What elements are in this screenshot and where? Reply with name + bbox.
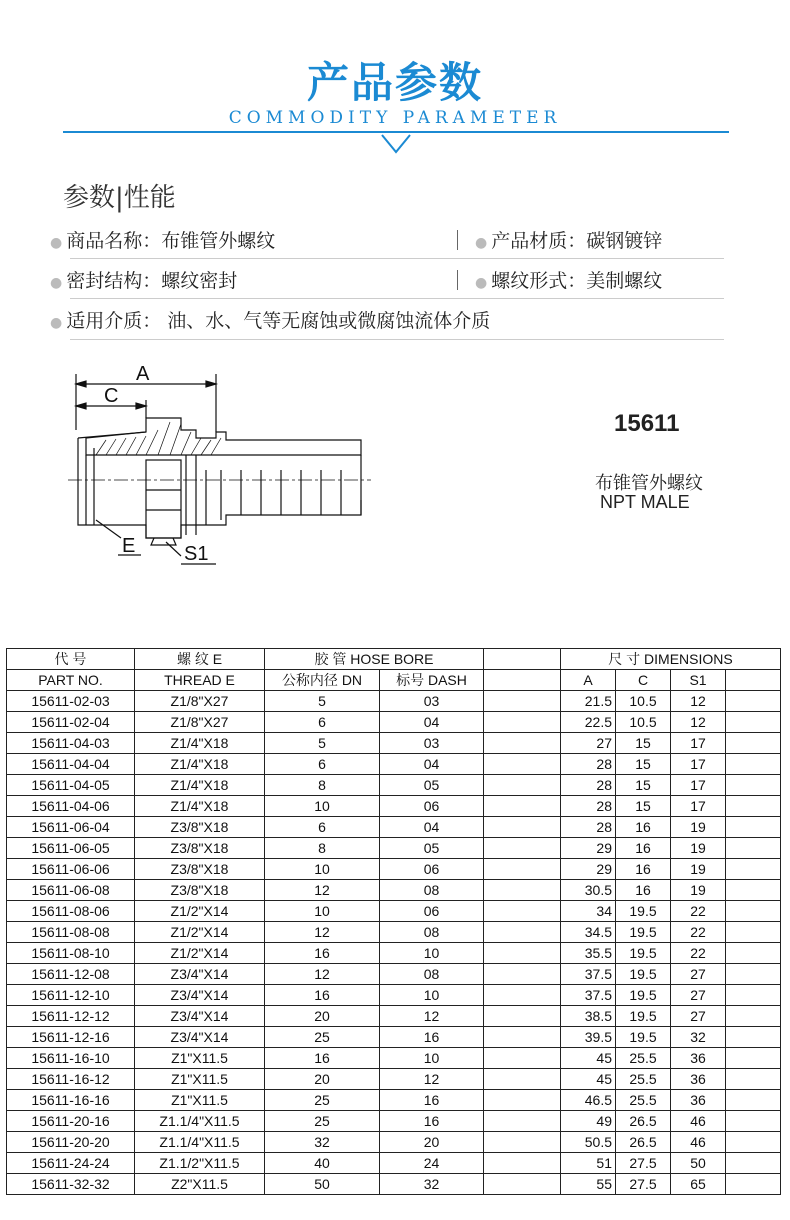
cell-blank [484, 754, 561, 775]
cell-dn: 20 [265, 1069, 380, 1090]
spec-item-seal: ● 密封结构：螺纹密封 [50, 270, 238, 292]
cell-part-no: 15611-16-12 [7, 1069, 135, 1090]
cell-dn: 8 [265, 838, 380, 859]
cell-blank [484, 943, 561, 964]
cell-thread: Z1.1/2"X11.5 [135, 1153, 265, 1174]
cell-dn: 6 [265, 817, 380, 838]
cell-a: 49 [561, 1111, 616, 1132]
cell-blank [726, 1027, 781, 1048]
cell-dash: 06 [380, 859, 484, 880]
header-code: 代 号 [7, 649, 135, 670]
cell-dash: 04 [380, 712, 484, 733]
cell-blank [484, 712, 561, 733]
cell-blank [726, 943, 781, 964]
cell-blank [484, 1174, 561, 1195]
cell-dash: 10 [380, 943, 484, 964]
cell-thread: Z3/4"X14 [135, 985, 265, 1006]
cell-c: 15 [616, 796, 671, 817]
table-row [7, 1048, 781, 1069]
table-row [7, 712, 781, 733]
cell-blank [484, 1006, 561, 1027]
cell-c: 15 [616, 754, 671, 775]
cell-blank [726, 1153, 781, 1174]
table-row [7, 901, 781, 922]
cell-dash: 20 [380, 1132, 484, 1153]
cell-s1: 32 [671, 1027, 726, 1048]
header-part-no: PART NO. [7, 670, 135, 691]
cell-thread: Z1/4"X18 [135, 733, 265, 754]
cell-blank [726, 691, 781, 712]
cell-a: 45 [561, 1069, 616, 1090]
cell-part-no: 15611-06-05 [7, 838, 135, 859]
cell-a: 37.5 [561, 985, 616, 1006]
cell-c: 26.5 [616, 1111, 671, 1132]
cell-dash: 03 [380, 691, 484, 712]
cell-a: 37.5 [561, 964, 616, 985]
table-row [7, 943, 781, 964]
cell-part-no: 15611-04-03 [7, 733, 135, 754]
cell-part-no: 15611-02-04 [7, 712, 135, 733]
header-dimensions: 尺 寸 DIMENSIONS [561, 649, 781, 670]
cell-c: 15 [616, 733, 671, 754]
cell-thread: Z1/2"X14 [135, 922, 265, 943]
cell-c: 10.5 [616, 691, 671, 712]
cell-s1: 22 [671, 901, 726, 922]
table-header-row [7, 649, 781, 670]
table-row [7, 1174, 781, 1195]
header-a: A [561, 670, 616, 691]
cell-c: 25.5 [616, 1069, 671, 1090]
cell-s1: 36 [671, 1069, 726, 1090]
cell-thread: Z1.1/4"X11.5 [135, 1132, 265, 1153]
cell-blank [484, 838, 561, 859]
product-name-en: NPT MALE [600, 492, 690, 512]
cell-blank [484, 1069, 561, 1090]
cell-blank [726, 733, 781, 754]
cell-blank [484, 1027, 561, 1048]
cell-s1: 46 [671, 1111, 726, 1132]
bullet-icon: ● [475, 235, 488, 251]
section-title: 参数|性能 [63, 183, 176, 213]
cell-s1: 12 [671, 712, 726, 733]
table-row [7, 880, 781, 901]
cell-dn: 12 [265, 880, 380, 901]
cell-blank [484, 922, 561, 943]
cell-dn: 6 [265, 712, 380, 733]
cell-dash: 16 [380, 1111, 484, 1132]
header-dash: 标号 DASH [380, 670, 484, 691]
cell-c: 16 [616, 880, 671, 901]
cell-dn: 10 [265, 796, 380, 817]
cell-thread: Z1"X11.5 [135, 1090, 265, 1111]
cell-blank [726, 796, 781, 817]
cell-dash: 12 [380, 1006, 484, 1027]
cell-c: 19.5 [616, 922, 671, 943]
cell-dn: 25 [265, 1111, 380, 1132]
cell-a: 45 [561, 1048, 616, 1069]
spec-item-material: ● 产品材质：碳钢镀锌 [475, 230, 663, 252]
cell-blank [726, 880, 781, 901]
table-row [7, 1027, 781, 1048]
cell-thread: Z3/8"X18 [135, 880, 265, 901]
cell-a: 29 [561, 838, 616, 859]
cell-part-no: 15611-12-10 [7, 985, 135, 1006]
table-row [7, 1006, 781, 1027]
cell-a: 39.5 [561, 1027, 616, 1048]
cell-blank [726, 964, 781, 985]
header-c: C [616, 670, 671, 691]
header-thread-e: THREAD E [135, 670, 265, 691]
cell-s1: 19 [671, 817, 726, 838]
cell-c: 25.5 [616, 1090, 671, 1111]
cell-c: 25.5 [616, 1048, 671, 1069]
cell-a: 29 [561, 859, 616, 880]
cell-a: 34.5 [561, 922, 616, 943]
product-code: 15611 [614, 410, 680, 437]
page-title: 产品参数 [306, 58, 483, 107]
cell-blank [726, 1132, 781, 1153]
cell-dn: 10 [265, 859, 380, 880]
cell-blank [726, 1069, 781, 1090]
dim-label-c: C [104, 385, 119, 407]
cell-dn: 16 [265, 1048, 380, 1069]
cell-s1: 12 [671, 691, 726, 712]
cell-thread: Z1/4"X18 [135, 754, 265, 775]
cell-thread: Z3/8"X18 [135, 859, 265, 880]
cell-c: 19.5 [616, 901, 671, 922]
cell-blank [726, 838, 781, 859]
fitting-drawing [66, 360, 376, 575]
spec-item-product-name: ● 商品名称：布锥管外螺纹 [50, 230, 276, 252]
cell-part-no: 15611-04-06 [7, 796, 135, 817]
cell-a: 35.5 [561, 943, 616, 964]
cell-dash: 16 [380, 1090, 484, 1111]
cell-dn: 16 [265, 985, 380, 1006]
cell-dash: 24 [380, 1153, 484, 1174]
cell-a: 46.5 [561, 1090, 616, 1111]
cell-blank [484, 880, 561, 901]
table-row [7, 796, 781, 817]
cell-blank [484, 985, 561, 1006]
cell-s1: 50 [671, 1153, 726, 1174]
cell-blank [726, 1174, 781, 1195]
cell-a: 28 [561, 796, 616, 817]
cell-dash: 05 [380, 838, 484, 859]
cell-s1: 65 [671, 1174, 726, 1195]
cell-thread: Z1/4"X18 [135, 775, 265, 796]
spec-item-medium: ● 适用介质： 油、水、气等无腐蚀或微腐蚀流体介质 [50, 310, 491, 332]
cell-blank [484, 775, 561, 796]
cell-c: 16 [616, 838, 671, 859]
cell-blank [484, 691, 561, 712]
cell-blank [484, 1111, 561, 1132]
table-row [7, 1090, 781, 1111]
cell-c: 16 [616, 817, 671, 838]
cell-part-no: 15611-08-06 [7, 901, 135, 922]
cell-blank [726, 1090, 781, 1111]
bullet-icon: ● [50, 235, 63, 251]
product-name-cn: 布锥管外螺纹 [595, 473, 703, 494]
cell-s1: 27 [671, 964, 726, 985]
cell-c: 27.5 [616, 1174, 671, 1195]
cell-thread: Z1/2"X14 [135, 901, 265, 922]
row-divider [70, 339, 724, 340]
table-row [7, 964, 781, 985]
table-row [7, 1069, 781, 1090]
cell-s1: 17 [671, 754, 726, 775]
cell-c: 26.5 [616, 1132, 671, 1153]
table-row [7, 1153, 781, 1174]
table-row [7, 775, 781, 796]
cell-dash: 10 [380, 985, 484, 1006]
cell-a: 22.5 [561, 712, 616, 733]
cell-dash: 10 [380, 1048, 484, 1069]
dim-label-s1: S1 [184, 543, 209, 565]
cell-a: 30.5 [561, 880, 616, 901]
table-body [7, 691, 781, 1195]
cell-dash: 03 [380, 733, 484, 754]
cell-a: 28 [561, 817, 616, 838]
dim-label-a: A [136, 363, 150, 385]
cell-dn: 8 [265, 775, 380, 796]
cell-dn: 25 [265, 1027, 380, 1048]
header-blank [484, 670, 561, 691]
table-row [7, 733, 781, 754]
cell-dn: 5 [265, 691, 380, 712]
cell-dn: 16 [265, 943, 380, 964]
cell-dn: 50 [265, 1174, 380, 1195]
cell-s1: 19 [671, 880, 726, 901]
cell-blank [726, 922, 781, 943]
cell-blank [726, 817, 781, 838]
cell-dash: 32 [380, 1174, 484, 1195]
cell-blank [484, 817, 561, 838]
cell-thread: Z1/4"X18 [135, 796, 265, 817]
row-divider [70, 298, 724, 299]
cell-blank [484, 1048, 561, 1069]
cell-a: 34 [561, 901, 616, 922]
cell-dash: 08 [380, 964, 484, 985]
cell-c: 16 [616, 859, 671, 880]
chevron-down-icon [380, 133, 412, 155]
cell-thread: Z1"X11.5 [135, 1069, 265, 1090]
bullet-icon: ● [475, 275, 488, 291]
divider [457, 270, 458, 290]
cell-part-no: 15611-16-16 [7, 1090, 135, 1111]
cell-blank [726, 1006, 781, 1027]
cell-a: 38.5 [561, 1006, 616, 1027]
cell-blank [484, 1132, 561, 1153]
cell-dash: 16 [380, 1027, 484, 1048]
cell-part-no: 15611-04-05 [7, 775, 135, 796]
cell-part-no: 15611-06-04 [7, 817, 135, 838]
divider [457, 230, 458, 250]
table-row [7, 754, 781, 775]
cell-dn: 12 [265, 964, 380, 985]
cell-thread: Z1/2"X14 [135, 943, 265, 964]
cell-dash: 06 [380, 796, 484, 817]
header-blank [484, 649, 561, 670]
table-row [7, 1132, 781, 1153]
cell-s1: 36 [671, 1090, 726, 1111]
table-row [7, 985, 781, 1006]
cell-s1: 19 [671, 838, 726, 859]
cell-s1: 22 [671, 943, 726, 964]
cell-dash: 05 [380, 775, 484, 796]
cell-blank [484, 1153, 561, 1174]
cell-a: 51 [561, 1153, 616, 1174]
cell-s1: 19 [671, 859, 726, 880]
cell-dn: 32 [265, 1132, 380, 1153]
cell-s1: 17 [671, 796, 726, 817]
header-s1: S1 [671, 670, 726, 691]
table-row [7, 691, 781, 712]
cell-dash: 04 [380, 754, 484, 775]
cell-thread: Z1"X11.5 [135, 1048, 265, 1069]
cell-part-no: 15611-08-08 [7, 922, 135, 943]
cell-dash: 08 [380, 880, 484, 901]
cell-blank [726, 901, 781, 922]
cell-c: 19.5 [616, 1027, 671, 1048]
cell-part-no: 15611-12-16 [7, 1027, 135, 1048]
header-blank [726, 670, 781, 691]
header-hose-bore: 胶 管 HOSE BORE [265, 649, 484, 670]
cell-part-no: 15611-24-24 [7, 1153, 135, 1174]
table-row [7, 922, 781, 943]
header-dn: 公称内径 DN [265, 670, 380, 691]
cell-dash: 08 [380, 922, 484, 943]
cell-c: 19.5 [616, 964, 671, 985]
header-thread: 螺 纹 E [135, 649, 265, 670]
cell-a: 27 [561, 733, 616, 754]
cell-s1: 22 [671, 922, 726, 943]
table-row [7, 838, 781, 859]
cell-blank [484, 859, 561, 880]
cell-blank [726, 1048, 781, 1069]
cell-c: 15 [616, 775, 671, 796]
cell-thread: Z2"X11.5 [135, 1174, 265, 1195]
cell-a: 55 [561, 1174, 616, 1195]
table-row [7, 817, 781, 838]
cell-part-no: 15611-32-32 [7, 1174, 135, 1195]
cell-s1: 27 [671, 985, 726, 1006]
bullet-icon: ● [50, 315, 63, 331]
cell-c: 19.5 [616, 985, 671, 1006]
cell-dash: 06 [380, 901, 484, 922]
dimensions-table [6, 648, 781, 1195]
cell-dash: 12 [380, 1069, 484, 1090]
bullet-icon: ● [50, 275, 63, 291]
cell-s1: 17 [671, 733, 726, 754]
table-row [7, 859, 781, 880]
cell-a: 21.5 [561, 691, 616, 712]
cell-s1: 46 [671, 1132, 726, 1153]
row-divider [70, 258, 724, 259]
cell-blank [726, 754, 781, 775]
cell-blank [484, 964, 561, 985]
page-subtitle: COMMODITY PARAMETER [228, 108, 562, 128]
cell-blank [726, 775, 781, 796]
table-header-row [7, 670, 781, 691]
cell-part-no: 15611-12-12 [7, 1006, 135, 1027]
cell-part-no: 15611-12-08 [7, 964, 135, 985]
cell-thread: Z1/8"X27 [135, 691, 265, 712]
cell-part-no: 15611-20-20 [7, 1132, 135, 1153]
cell-dn: 12 [265, 922, 380, 943]
cell-dn: 40 [265, 1153, 380, 1174]
cell-part-no: 15611-20-16 [7, 1111, 135, 1132]
cell-part-no: 15611-16-10 [7, 1048, 135, 1069]
cell-dn: 5 [265, 733, 380, 754]
cell-part-no: 15611-02-03 [7, 691, 135, 712]
cell-blank [726, 859, 781, 880]
cell-thread: Z3/8"X18 [135, 817, 265, 838]
cell-part-no: 15611-06-06 [7, 859, 135, 880]
cell-dn: 25 [265, 1090, 380, 1111]
table-row [7, 1111, 781, 1132]
cell-dn: 6 [265, 754, 380, 775]
dim-label-e: E [122, 535, 136, 557]
cell-c: 19.5 [616, 1006, 671, 1027]
cell-thread: Z1.1/4"X11.5 [135, 1111, 265, 1132]
cell-a: 50.5 [561, 1132, 616, 1153]
cell-blank [726, 985, 781, 1006]
cell-dash: 04 [380, 817, 484, 838]
cell-blank [484, 733, 561, 754]
cell-blank [726, 1111, 781, 1132]
cell-a: 28 [561, 754, 616, 775]
cell-dn: 20 [265, 1006, 380, 1027]
cell-dn: 10 [265, 901, 380, 922]
cell-blank [484, 796, 561, 817]
cell-blank [484, 901, 561, 922]
cell-part-no: 15611-04-04 [7, 754, 135, 775]
cell-c: 27.5 [616, 1153, 671, 1174]
cell-thread: Z3/4"X14 [135, 1006, 265, 1027]
cell-part-no: 15611-08-10 [7, 943, 135, 964]
cell-part-no: 15611-06-08 [7, 880, 135, 901]
cell-s1: 17 [671, 775, 726, 796]
cell-blank [484, 1090, 561, 1111]
cell-thread: Z3/4"X14 [135, 964, 265, 985]
cell-thread: Z3/4"X14 [135, 1027, 265, 1048]
cell-thread: Z3/8"X18 [135, 838, 265, 859]
cell-c: 19.5 [616, 943, 671, 964]
cell-thread: Z1/8"X27 [135, 712, 265, 733]
spec-item-thread-type: ● 螺纹形式：美制螺纹 [475, 270, 663, 292]
cell-a: 28 [561, 775, 616, 796]
cell-c: 10.5 [616, 712, 671, 733]
cell-s1: 27 [671, 1006, 726, 1027]
cell-s1: 36 [671, 1048, 726, 1069]
cell-blank [726, 712, 781, 733]
